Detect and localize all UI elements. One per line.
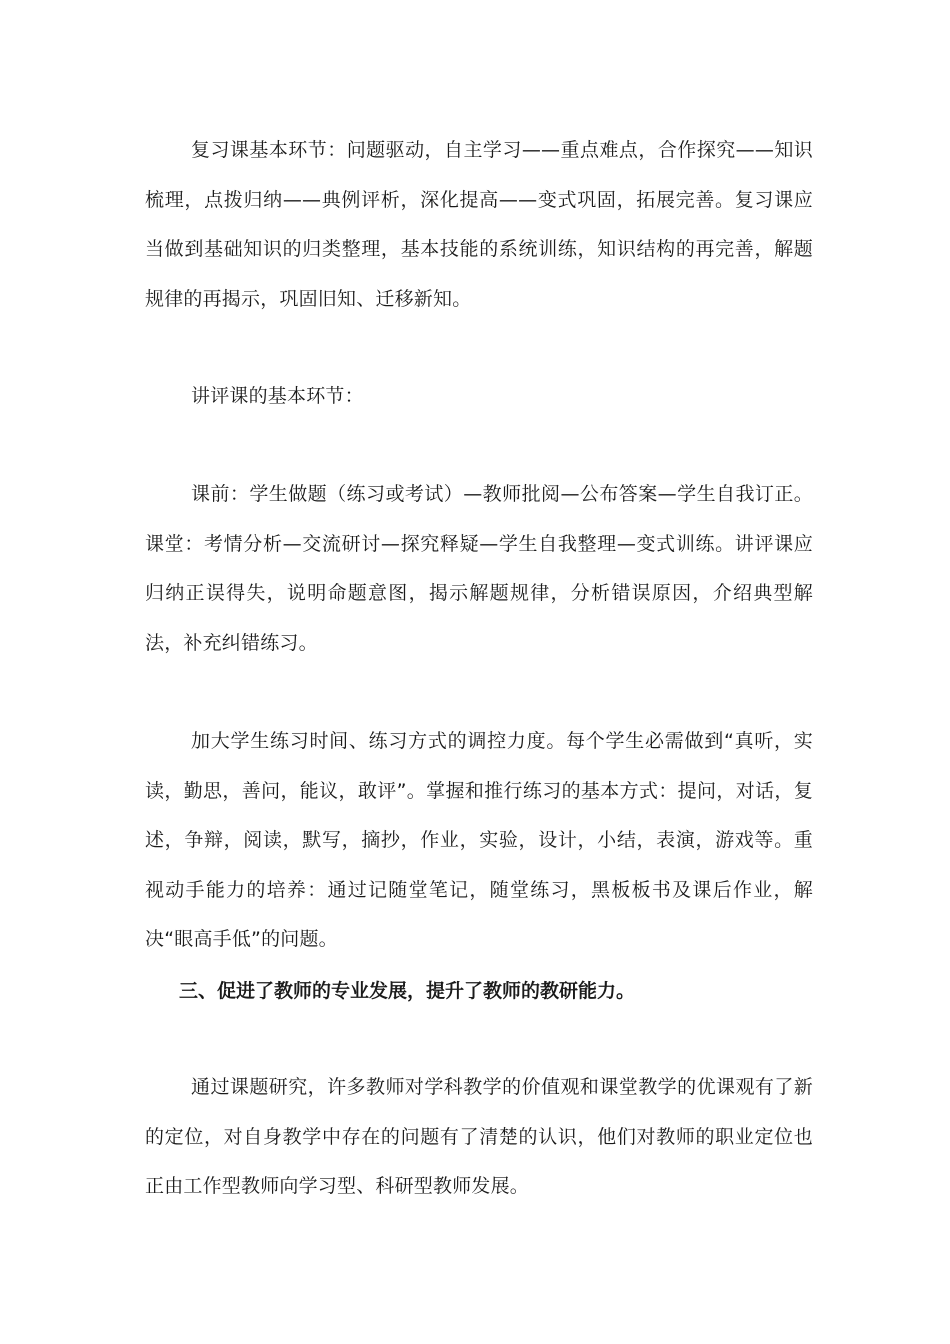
- paragraph-teacher-growth: 通过课题研究，许多教师对学科教学的价值观和课堂教学的优课观有了新的定位，对自身教学中存在的问题有了清楚的认识，他们对教师的职业定位也正由工作型教师向学习型、科研型教师发展。: [145, 1076, 813, 1197]
- paragraph-practice: 加大学生练习时间、练习方式的调控力度。每个学生必需做到“真听，实读，勤思，善问，能议，敢评”。掌握和推行练习的基本方式：提问，对话，复述，争辩，阅读，默写，摘抄，作业，实验，设计，小结，表演，游戏等。重视动手能力的培养：通过记随堂笔记，随堂练习，黑板板书及课后作业，解决“眼高手低”的问题。: [145, 730, 813, 950]
- paragraph-commentary-title: 讲评课的基本环节：: [191, 385, 364, 407]
- paragraph-review-course: 复习课基本环节：问题驱动，自主学习——重点难点，合作探究——知识梳理，点拨归纳——典例评析，深化提高——变式巩固，拓展完善。复习课应当做到基础知识的归类整理，基本技能的系统训练，知识结构的再完善，解题规律的再揭示，巩固旧知、迁移新知。: [145, 139, 813, 310]
- section-heading: 三、促进了教师的专业发展，提升了教师的教研能力。: [179, 980, 636, 1002]
- paragraph-commentary-steps: 课前：学生做题（练习或考试）—教师批阅—公布答案—学生自我订正。课堂：考情分析—交流研讨—探究释疑—学生自我整理—变式训练。讲评课应归纳正误得失，说明命题意图，揭示解题规律，分析错误原因，介绍典型解法，补充纠错练习。: [145, 483, 813, 654]
